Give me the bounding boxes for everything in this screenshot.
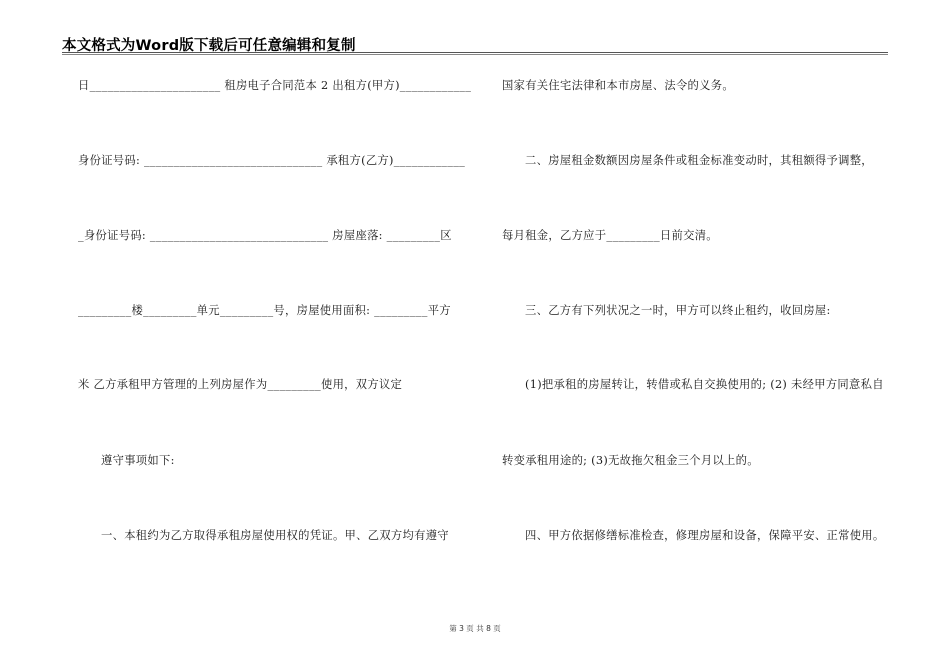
right-line-5: (1)把承租的房屋转让，转借或私自交换使用的; (2) 未经甲方同意私自 [525,378,884,391]
header-divider [62,52,888,53]
left-line-3: _身份证号码: ______________________________ 房屋座落: _________区 [78,229,452,242]
right-line-1: 国家有关住宅法律和本市房屋、法令的义务。 [502,79,734,92]
left-line-2: 身份证号码: ______________________________ 承租方(乙方)____________ [78,154,466,167]
left-line-7: 一、本租约为乙方取得承租房屋使用权的凭证。甲、乙双方均有遵守 [101,529,449,542]
right-line-3: 每月租金，乙方应于_________日前交清。 [502,229,718,242]
header-divider-secondary [62,54,888,55]
left-line-5: 米 乙方承租甲方管理的上列房屋作为_________使用，双方议定 [78,378,403,391]
left-line-6: 遵守事项如下: [101,454,175,467]
document-title: 本文格式为Word版下载后可任意编辑和复制 [62,38,356,54]
right-line-7: 四、甲方依据修缮标准检查，修理房屋和设备，保障平安、正常使用。 [525,529,885,542]
right-line-4: 三、乙方有下列状况之一时，甲方可以终止租约，收回房屋: [525,304,831,317]
left-line-1: 日______________________ 租房电子合同范本 2 出租方(甲方)____________ [78,79,472,92]
right-line-6: 转变承租用途的; (3)无故拖欠租金三个月以上的。 [502,454,759,467]
page-number: 第 3 页 共 8 页 [449,624,501,633]
left-line-4: _________楼_________单元_________号，房屋使用面积: _________平方 [78,304,451,317]
right-line-2: 二、房屋租金数额因房屋条件或租金标准变动时，其租额得予调整， [525,154,873,167]
